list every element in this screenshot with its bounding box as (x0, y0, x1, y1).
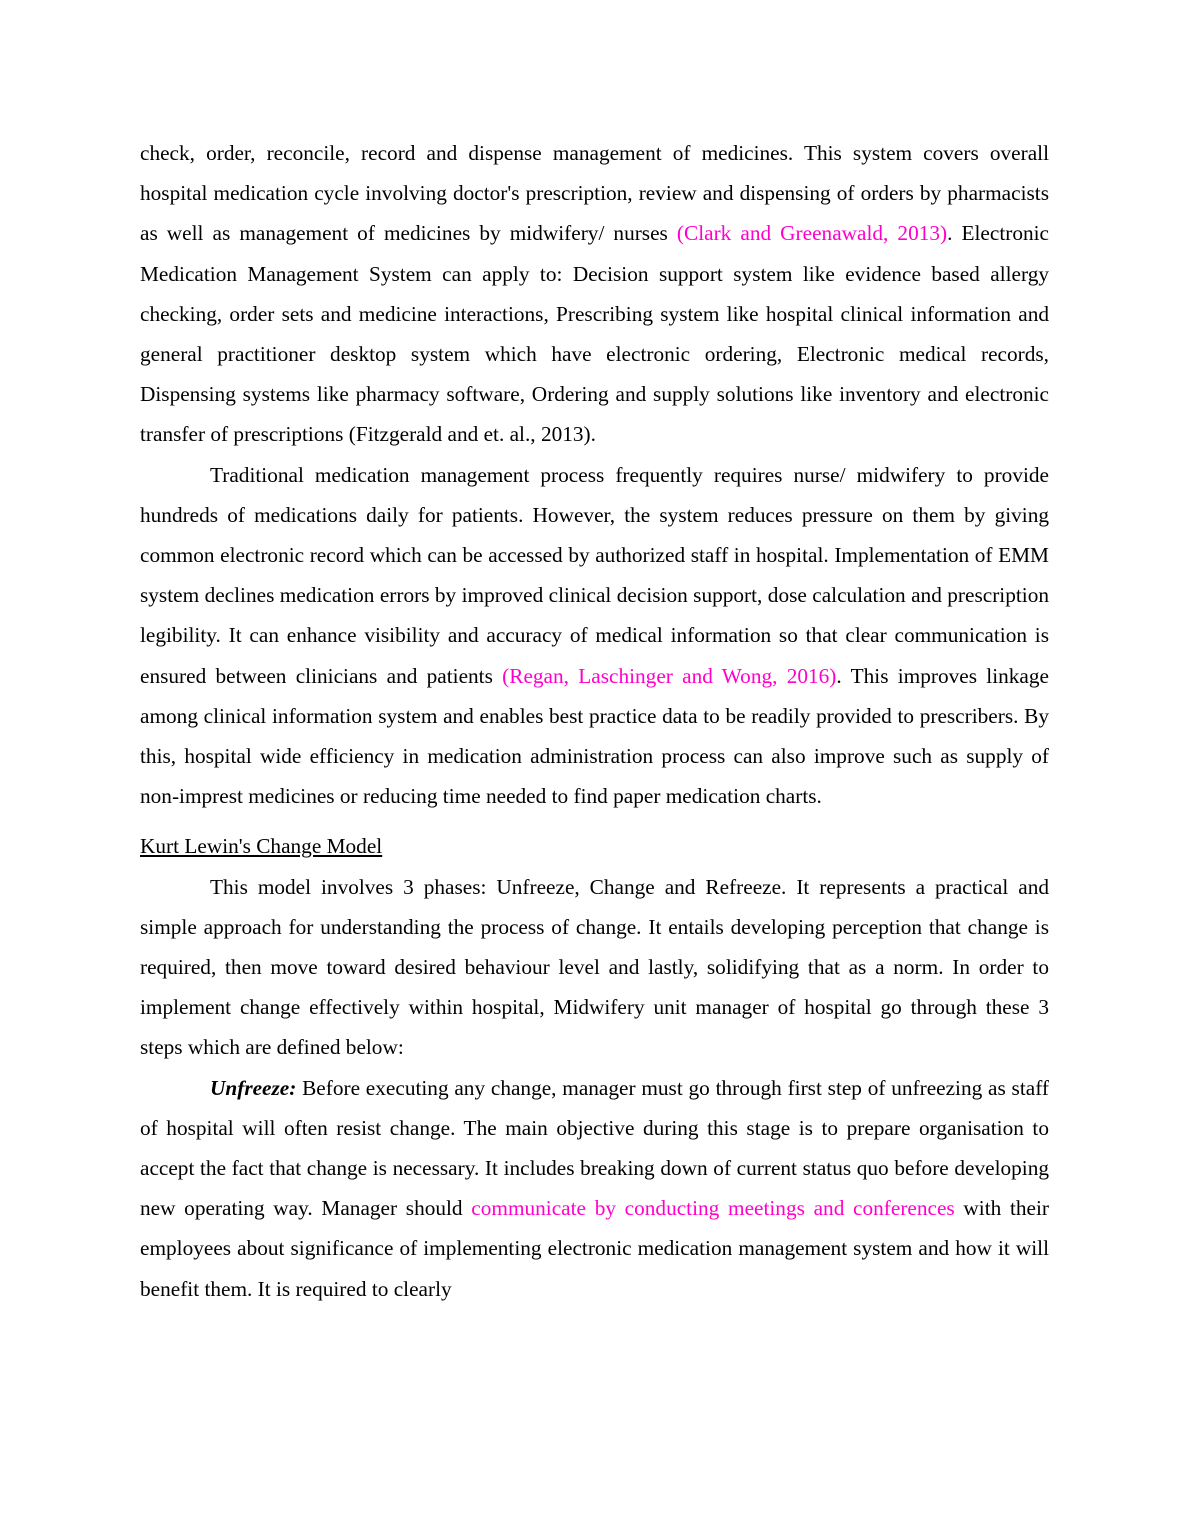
paragraph-traditional-process (140, 455, 1049, 817)
paragraph-text: Before executing any change, manager must go through first step of unfreezing as staff of hospital will often resist change. The main objective during this stage is to prepare organisation to accept the fact that change is necessary. It includes breaking down of current status quo before developing new operating way. Manager should (140, 1075, 1049, 1221)
citation-regan-laschinger-wong: (Regan, Laschinger and Wong, 2016) (502, 663, 837, 688)
paragraph-text: check, order, reconcile, record and dispense management of medicines. This system covers overall hospital medication cycle involving doctor's prescription, review and dispensing of orders by pharmacists as well as management of medicines by midwifery/ nurses (140, 141, 1049, 246)
highlighted-phrase: communicate by conducting meetings and conferences (471, 1196, 955, 1221)
paragraph-text: This model involves 3 phases: Unfreeze, Change and Refreeze. It represents a practical and simple approach for understanding the process of change. It entails developing perception that change is required, then move toward desired behaviour level and lastly, solidifying that as a norm. In order to implement change effectively within hospital, Midwifery unit manager of hospital go through these 3 steps which are defined below: (140, 874, 1049, 1060)
paragraph-text: . This improves linkage among clinical information system and enables best practice data to be readily provided to prescribers. By this, hospital wide efficiency in medication administration process can also improve such as supply of non-imprest medicines or reducing time needed to find paper medication charts. (140, 663, 1049, 809)
unfreeze-label: Unfreeze: (210, 1075, 297, 1100)
paragraph-text: with their employees about significance of implementing electronic medication management system and how it will benefit them. It is required to clearly (140, 1196, 1049, 1301)
document-page (140, 133, 1049, 1309)
paragraph-emm-overview (140, 133, 1049, 455)
paragraph-text: . Electronic Medication Management System can apply to: Decision support system like evidence based allergy checking, order sets and medicine interactions, Prescribing system like hospital clinical information and general practitioner desktop system which have electronic ordering, Electronic medical records, Dispensing systems like pharmacy software, Ordering and supply solutions like inventory and electronic transfer of prescriptions (Fitzgerald and et. al., 2013). (140, 221, 1050, 447)
paragraph-text: Traditional medication management process frequently requires nurse/ midwifery to provide hundreds of medications daily for patients. However, the system reduces pressure on them by giving common electronic record which can be accessed by authorized staff in hospital. Implementation of EMM system declines medication errors by improved clinical decision support, dose calculation and prescription legibility. It can enhance visibility and accuracy of medical information so that clear communication is ensured between clinicians and patients (140, 462, 1049, 688)
paragraph-unfreeze (140, 1068, 1049, 1309)
paragraph-model-phases (140, 867, 1049, 1068)
citation-clark-greenawald: (Clark and Greenawald, 2013) (676, 221, 948, 246)
section-heading: Kurt Lewin's Change Model (140, 834, 383, 859)
